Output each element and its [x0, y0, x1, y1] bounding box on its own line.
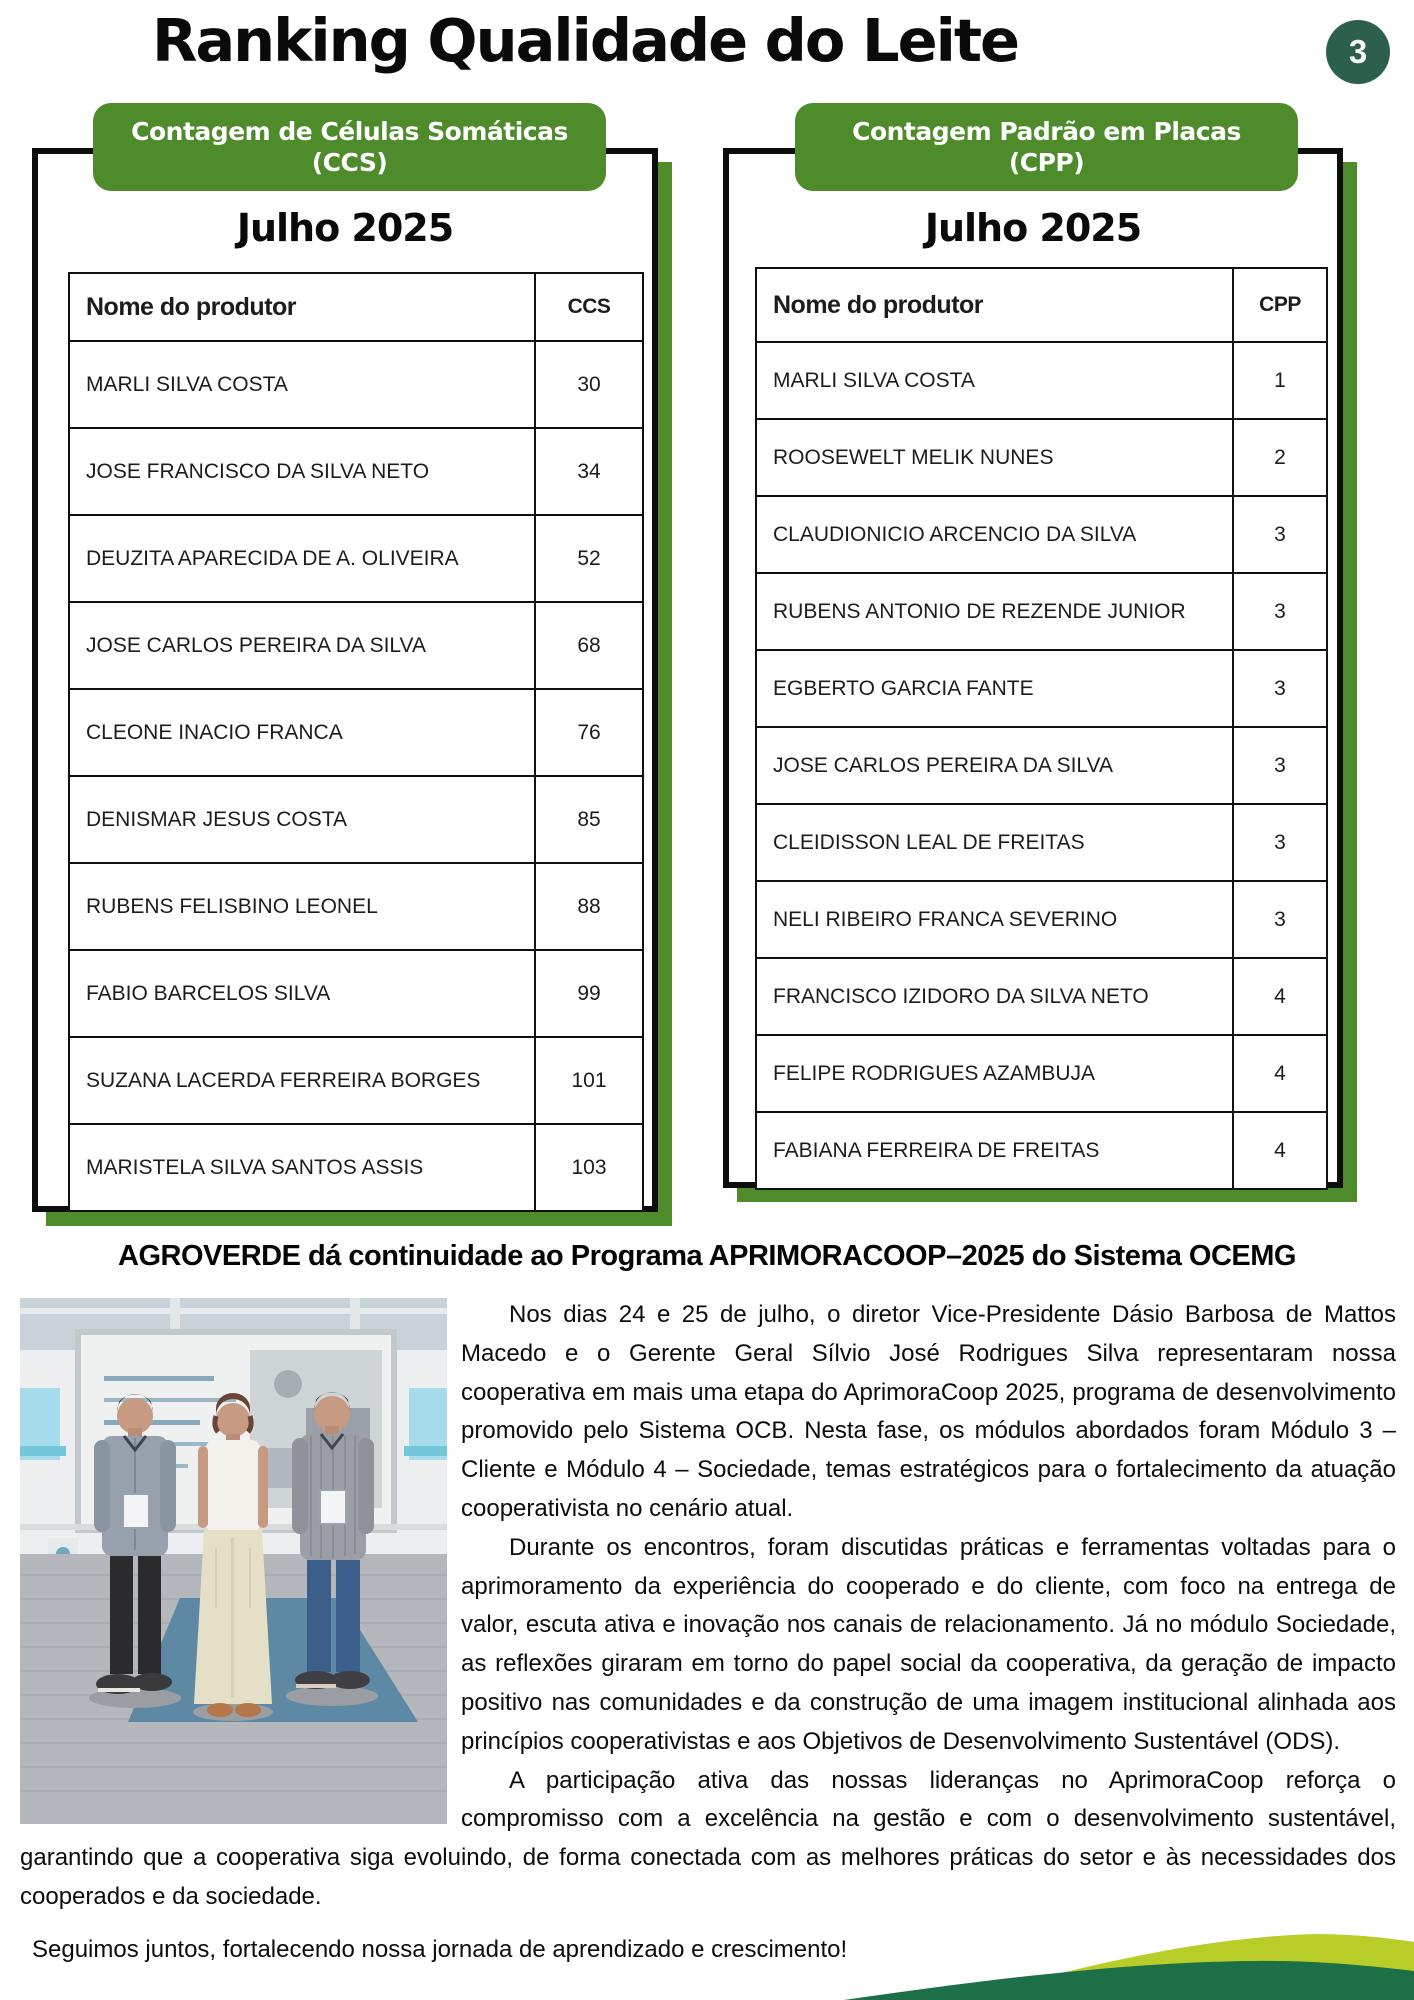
- producer-name: FRANCISCO IZIDORO DA SILVA NETO: [757, 959, 1234, 1034]
- table-row: [757, 803, 1326, 880]
- article-body: [20, 1296, 1396, 1970]
- cpp-name-header: Nome do produtor: [757, 269, 1234, 341]
- table-row: [757, 341, 1326, 418]
- producer-name: RUBENS FELISBINO LEONEL: [70, 864, 536, 949]
- producer-cpp-value: 3: [1274, 522, 1286, 546]
- producer-ccs-value: 85: [577, 807, 601, 831]
- producer-name: CLAUDIONICIO ARCENCIO DA SILVA: [757, 497, 1234, 572]
- cpp-badge-line1: Contagem Padrão em Placas: [852, 117, 1241, 146]
- producer-cpp-value: 3: [1274, 753, 1286, 777]
- producer-name: RUBENS ANTONIO DE REZENDE JUNIOR: [757, 574, 1234, 649]
- table-row: [70, 1036, 642, 1123]
- cpp-panel: [723, 148, 1343, 1188]
- producer-cpp-value: 2: [1274, 445, 1286, 469]
- table-row: [70, 949, 642, 1036]
- page-number-badge: 3: [1326, 20, 1390, 84]
- producer-name: JOSE FRANCISCO DA SILVA NETO: [70, 429, 536, 514]
- table-row: [70, 427, 642, 514]
- table-row: [757, 1111, 1326, 1188]
- ccs-name-header: Nome do produtor: [70, 274, 536, 340]
- page-title: Ranking Qualidade do Leite: [151, 6, 1019, 75]
- producer-name: DEUZITA APARECIDA DE A. OLIVEIRA: [70, 516, 536, 601]
- table-row: [70, 340, 642, 427]
- table-row: [757, 495, 1326, 572]
- table-row: [757, 1034, 1326, 1111]
- producer-name: DENISMAR JESUS COSTA: [70, 777, 536, 862]
- producer-name: CLEONE INACIO FRANCA: [70, 690, 536, 775]
- producer-cpp-value: 4: [1274, 1061, 1286, 1085]
- producer-name: JOSE CARLOS PEREIRA DA SILVA: [70, 603, 536, 688]
- producer-cpp-value: 3: [1274, 830, 1286, 854]
- producer-name: NELI RIBEIRO FRANCA SEVERINO: [757, 882, 1234, 957]
- ccs-table-header: [70, 274, 642, 340]
- article-paragraph: A participação ativa das nossas lideranças no AprimoraCoop reforça o compromisso com a excelência na gestão e com o desenvolvimento sustentável, garantindo que a cooperativa siga evoluindo, de forma conectada com as melhores práticas do setor e às necessidades dos cooperados e da sociedade.: [20, 1766, 1396, 1910]
- ccs-badge-line1: Contagem de Células Somáticas: [131, 117, 568, 146]
- ccs-badge-line2: (CCS): [311, 148, 388, 177]
- table-row: [757, 649, 1326, 726]
- producer-cpp-value: 3: [1274, 907, 1286, 931]
- producer-name: JOSE CARLOS PEREIRA DA SILVA: [757, 728, 1234, 803]
- producer-ccs-value: 30: [577, 372, 601, 396]
- producer-name: MARLI SILVA COSTA: [757, 343, 1234, 418]
- producer-name: CLEIDISSON LEAL DE FREITAS: [757, 805, 1234, 880]
- producer-name: FABIO BARCELOS SILVA: [70, 951, 536, 1036]
- table-row: [70, 688, 642, 775]
- producer-ccs-value: 99: [577, 981, 601, 1005]
- table-row: [70, 775, 642, 862]
- producer-cpp-value: 3: [1274, 599, 1286, 623]
- cpp-section-badge: [795, 103, 1298, 191]
- producer-ccs-value: 88: [577, 894, 601, 918]
- ccs-section-badge: [93, 103, 606, 191]
- cpp-badge-line2: (CPP): [1008, 148, 1085, 177]
- article-paragraph: Durante os encontros, foram discutidas práticas e ferramentas voltadas para o aprimoramento da experiência do cooperado e do cliente, com foco na entrega de valor, escuta ativa e inovação nos canais de relacionamento. Já no módulo Sociedade, as reflexões giraram em torno do papel social da cooperativa, da geração de impacto positivo nas comunidades e da construção de uma imagem institucional alinhada aos princípios cooperativistas e aos Objetivos de Desenvolvimento Sustentável (ODS).: [461, 1533, 1396, 1755]
- producer-ccs-value: 68: [577, 633, 601, 657]
- table-row: [70, 601, 642, 688]
- cpp-table: [755, 267, 1328, 1190]
- producer-name: FELIPE RODRIGUES AZAMBUJA: [757, 1036, 1234, 1111]
- table-row: [757, 957, 1326, 1034]
- table-row: [70, 514, 642, 601]
- cpp-month-heading: Julho 2025: [924, 206, 1142, 250]
- ccs-panel: [32, 148, 658, 1212]
- producer-name: ROOSEWELT MELIK NUNES: [757, 420, 1234, 495]
- article-closing-line: Seguimos juntos, fortalecendo nossa jornada de aprendizado e crescimento!: [32, 1935, 848, 1963]
- cpp-table-header: [757, 269, 1326, 341]
- ccs-value-header: CCS: [567, 295, 611, 318]
- table-row: [757, 418, 1326, 495]
- producer-ccs-value: 76: [577, 720, 601, 744]
- producer-ccs-value: 103: [571, 1155, 607, 1179]
- producer-ccs-value: 101: [571, 1068, 607, 1092]
- table-row: [70, 1123, 642, 1210]
- cpp-value-header: CPP: [1259, 293, 1301, 316]
- producer-cpp-value: 1: [1274, 368, 1286, 392]
- ccs-month-heading: Julho 2025: [236, 206, 454, 250]
- producer-cpp-value: 3: [1274, 676, 1286, 700]
- table-row: [757, 572, 1326, 649]
- producer-cpp-value: 4: [1274, 984, 1286, 1008]
- producer-name: EGBERTO GARCIA FANTE: [757, 651, 1234, 726]
- producer-name: MARLI SILVA COSTA: [70, 342, 536, 427]
- producer-cpp-value: 4: [1274, 1138, 1286, 1162]
- table-row: [757, 880, 1326, 957]
- article-paragraph: Nos dias 24 e 25 de julho, o diretor Vice-Presidente Dásio Barbosa de Mattos Macedo e o Gerente Geral Sílvio José Rodrigues Silva representaram nossa cooperativa em mais uma etapa do AprimoraCoop 2025, programa de desenvolvimento promovido pelo Sistema OCB. Nesta fase, os módulos abordados foram Módulo 3 – Cliente e Módulo 4 – Sociedade, temas estratégicos para o fortalecimento da atuação cooperativista no cenário atual.: [461, 1301, 1396, 1522]
- event-photo: [20, 1298, 447, 1824]
- producer-ccs-value: 52: [577, 546, 601, 570]
- table-row: [70, 862, 642, 949]
- ccs-table: [68, 272, 644, 1212]
- table-row: [757, 726, 1326, 803]
- producer-name: FABIANA FERREIRA DE FREITAS: [757, 1113, 1234, 1188]
- article-headline: AGROVERDE dá continuidade ao Programa APRIMORACOOP–2025 do Sistema OCEMG: [118, 1240, 1296, 1272]
- producer-ccs-value: 34: [577, 459, 601, 483]
- producer-name: MARISTELA SILVA SANTOS ASSIS: [70, 1125, 536, 1210]
- meeting-room-photo-illustration: [20, 1298, 447, 1824]
- producer-name: SUZANA LACERDA FERREIRA BORGES: [70, 1038, 536, 1123]
